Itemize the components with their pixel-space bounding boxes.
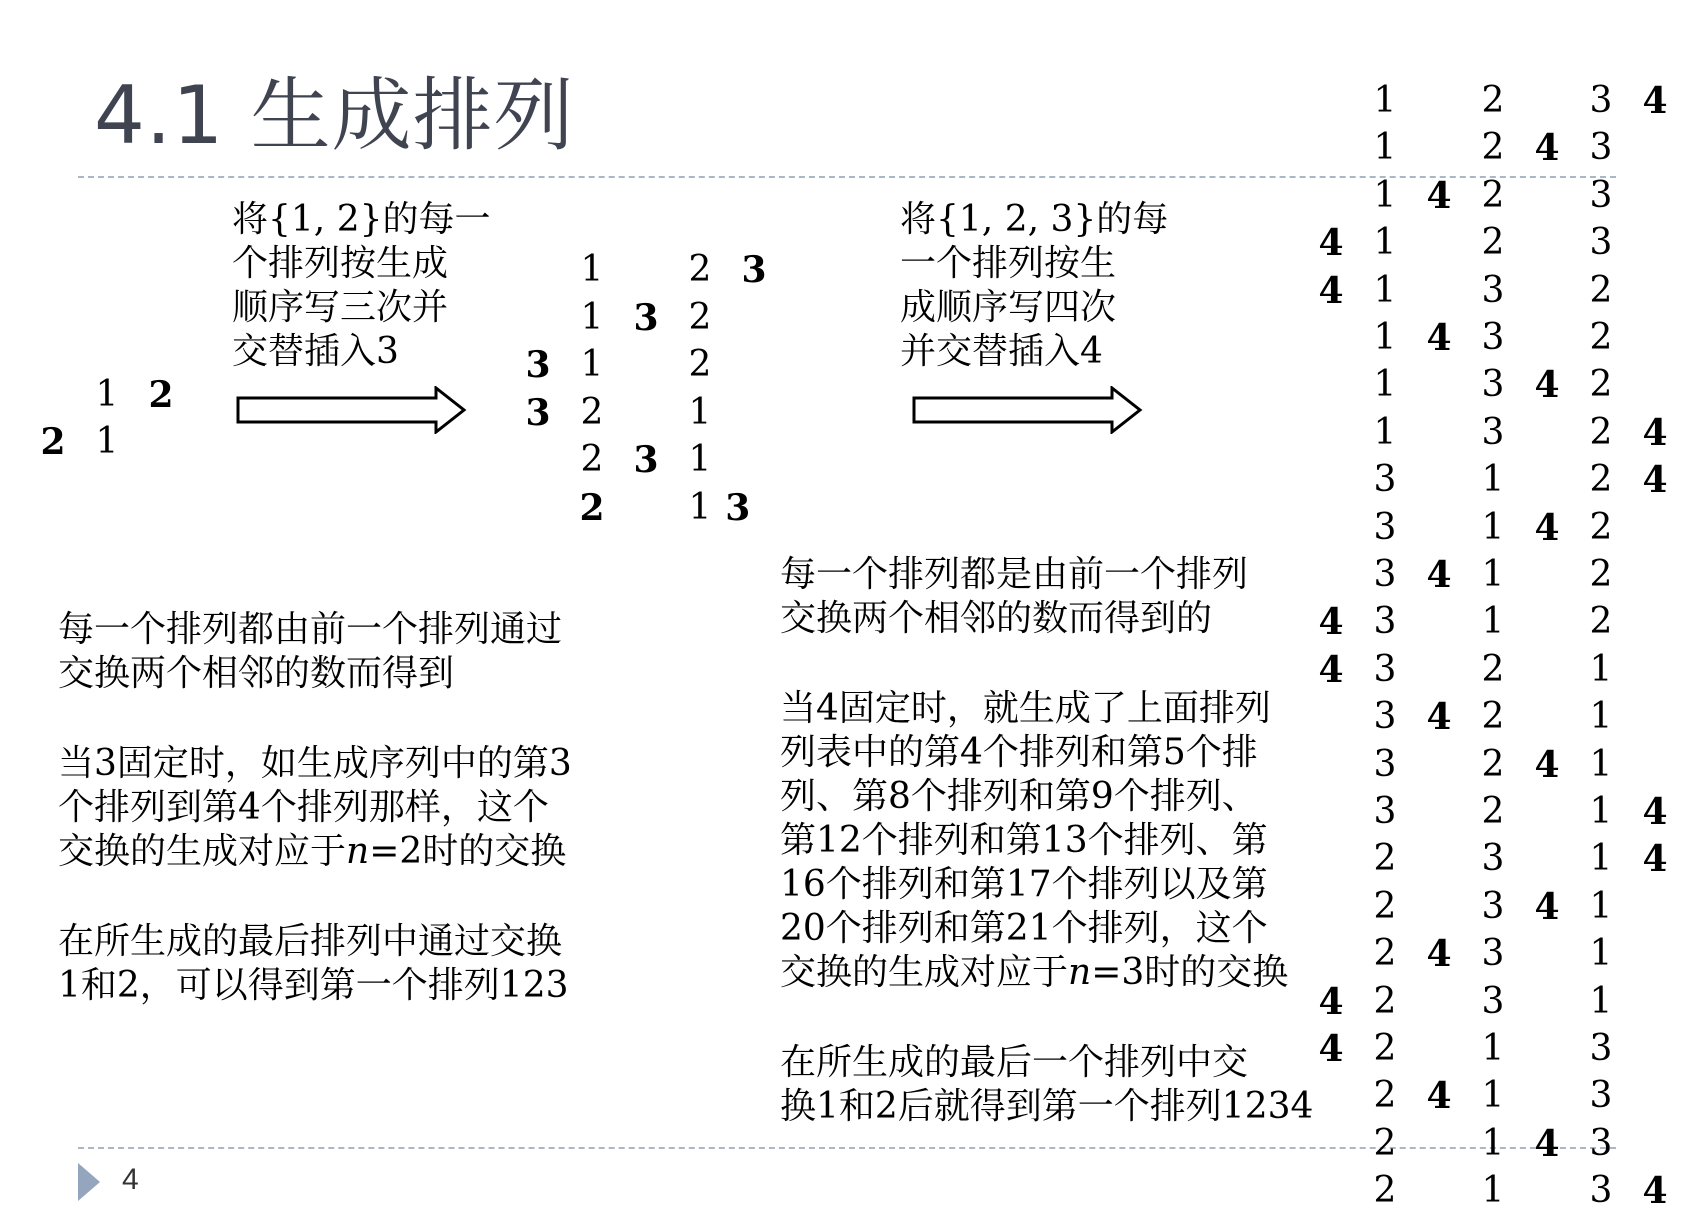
- perm4-cell: 3: [1373, 554, 1397, 595]
- perm4-cell: 2: [1589, 364, 1613, 406]
- perm2-cell: 2: [40, 421, 66, 463]
- perm4-cell: 1: [1481, 1075, 1505, 1117]
- perm3-cell: 1: [688, 391, 712, 433]
- perm4-cell: 2: [1373, 838, 1397, 880]
- perm4-cell: 1: [1373, 174, 1397, 216]
- perm4-cell: 4: [1642, 459, 1668, 502]
- note-line: 个排列到第4个排列那样，这个: [58, 787, 549, 828]
- perm4-cell: 1: [1373, 127, 1397, 169]
- left-notes: [58, 608, 572, 1008]
- perm4-cell: 3: [1481, 980, 1505, 1022]
- perm4-cell: 4: [1318, 222, 1344, 265]
- perm4-cell: 2: [1373, 1122, 1397, 1164]
- perm4-cell: 4: [1318, 980, 1344, 1023]
- note-line: 16个排列和第17个排列以及第: [780, 864, 1268, 905]
- perm3-cell: 2: [579, 486, 605, 529]
- perm4-cell: 2: [1373, 1028, 1397, 1069]
- perm4-cell: 2: [1481, 696, 1505, 738]
- perm4-cell: 3: [1589, 127, 1613, 169]
- perm4-cell: 3: [1589, 174, 1613, 216]
- perm4-cell: 1: [1373, 80, 1397, 121]
- perm4-cell: 1: [1481, 459, 1505, 501]
- perm4-cell: 4: [1426, 317, 1452, 359]
- note-line: 列、第8个排列和第9个排列、: [780, 776, 1258, 817]
- caption-line: 顺序写三次并: [232, 287, 449, 328]
- perm3-cell: 2: [580, 439, 604, 480]
- perm4-cell: 3: [1373, 696, 1397, 738]
- perm3-cell: 1: [688, 486, 712, 528]
- perm4-cell: 1: [1373, 222, 1397, 264]
- perm4-cell: 4: [1318, 1028, 1344, 1070]
- caption-line: 将{1, 2}的每一: [232, 199, 491, 240]
- perm4-cell: 1: [1481, 554, 1505, 595]
- perm4-cell: 2: [1481, 127, 1505, 169]
- perm4-cell: 1: [1373, 269, 1397, 311]
- perm4-cell: 4: [1426, 696, 1452, 739]
- perm4-cell: 4: [1642, 838, 1668, 881]
- perm2-cell: 2: [148, 374, 174, 416]
- perm3-cell: 1: [580, 296, 604, 338]
- perm4-cell: 3: [1481, 411, 1505, 453]
- note-line: 列表中的第4个排列和第5个排: [780, 732, 1258, 773]
- perm4-cell: 2: [1481, 174, 1505, 216]
- perm4-cell: 4: [1426, 1075, 1452, 1118]
- perm4-cell: 1: [1589, 885, 1613, 927]
- perm4-cell: 1: [1589, 980, 1613, 1022]
- perm4-cell: 2: [1481, 743, 1505, 785]
- perm4-cell: 1: [1373, 317, 1397, 358]
- perm4-cell: 4: [1318, 269, 1344, 312]
- perm4-cell: 3: [1373, 648, 1397, 690]
- perm4-cell: 2: [1589, 554, 1613, 595]
- perm4-cell: 3: [1373, 791, 1397, 832]
- caption-line: 个排列按生成: [232, 243, 449, 284]
- perm4-cell: 4: [1642, 80, 1668, 122]
- perm3-cell: 1: [580, 344, 604, 385]
- perm4-cell: 3: [1481, 269, 1505, 311]
- perm3-cell: 3: [525, 391, 551, 434]
- perm4-cell: 1: [1481, 601, 1505, 643]
- perm4-cell: 1: [1481, 1122, 1505, 1164]
- perm4-cell: 4: [1534, 885, 1560, 928]
- perm4-cell: 3: [1481, 364, 1505, 406]
- note-line: 交换两个相邻的数而得到: [58, 653, 455, 694]
- caption-line: 并交替插入4: [900, 331, 1103, 372]
- perm3-cell: 2: [580, 391, 604, 433]
- caption-line: 成顺序写四次: [900, 287, 1117, 328]
- footer-triangle-icon: [78, 1163, 100, 1201]
- perm4-cell: 2: [1589, 459, 1613, 501]
- perm3-cell: 2: [688, 296, 712, 338]
- perm4-cell: 4: [1318, 648, 1344, 691]
- perm4-cell: 3: [1373, 459, 1397, 501]
- perm4-cell: 2: [1373, 885, 1397, 927]
- note-line: 换1和2后就得到第一个排列1234: [780, 1086, 1314, 1127]
- perm4-cell: 2: [1481, 222, 1505, 264]
- note-line: 当3固定时，如生成序列中的第3: [58, 743, 572, 784]
- perm4-cell: 4: [1534, 743, 1560, 786]
- note-line: 第12个排列和第13个排列、第: [780, 820, 1268, 861]
- perm4-cell: 3: [1589, 1122, 1613, 1164]
- perm3-cell: 1: [688, 439, 712, 480]
- perm4-cell: 1: [1481, 1170, 1505, 1212]
- perm2-cell: 1: [95, 421, 119, 462]
- note-line: 1和2，可以得到第一个排列123: [58, 965, 569, 1006]
- perm4-cell: 2: [1373, 933, 1397, 975]
- note-line: 在所生成的最后一个排列中交: [780, 1042, 1249, 1083]
- perm4-cell: 2: [1481, 80, 1505, 121]
- perm4-cell: 4: [1534, 1122, 1560, 1165]
- perm4-cell: 3: [1589, 80, 1613, 121]
- perm4-cell: 2: [1589, 506, 1613, 548]
- right-notes: [780, 553, 1313, 1129]
- page-number: 4: [122, 1163, 139, 1196]
- perm4-cell: 4: [1426, 933, 1452, 976]
- perm3-cell: 2: [688, 344, 712, 385]
- right-arrow-icon: [912, 386, 1144, 434]
- note-line: 每一个排列都是由前一个排列: [780, 554, 1249, 595]
- perm3-cell: 3: [525, 344, 551, 386]
- perm4-cell: 1: [1589, 838, 1613, 880]
- perm4-cell: 1: [1373, 364, 1397, 406]
- right-arrow-icon: [236, 386, 468, 434]
- perm3-cell: 3: [741, 249, 767, 291]
- note-line: 20个排列和第21个排列，这个: [780, 908, 1268, 949]
- perm4-cell: 2: [1589, 411, 1613, 453]
- perm4-cell: 1: [1589, 743, 1613, 785]
- perm4-cell: 3: [1589, 1170, 1613, 1212]
- caption-line: 一个排列按生: [900, 243, 1117, 284]
- perm3-cell: 3: [633, 296, 659, 339]
- perm3-cell: 2: [688, 249, 712, 290]
- perm4-cell: 3: [1589, 222, 1613, 264]
- perm4-cell: 1: [1589, 696, 1613, 738]
- perm4-cell: 4: [1426, 554, 1452, 596]
- perm4-cell: 4: [1534, 364, 1560, 407]
- perm2-cell: 1: [95, 374, 119, 415]
- perm4-cell: 2: [1373, 980, 1397, 1022]
- perm4-cell: 3: [1481, 933, 1505, 975]
- perm4-cell: 2: [1589, 317, 1613, 358]
- note-line: 交换的生成对应于n=2时的交换: [58, 831, 567, 872]
- perm3-cell: 1: [580, 249, 604, 290]
- perm4-cell: 3: [1373, 601, 1397, 643]
- perm4-cell: 3: [1481, 317, 1505, 358]
- perm4-cell: 2: [1589, 601, 1613, 643]
- perm4-cell: 2: [1373, 1075, 1397, 1117]
- note-line: 每一个排列都由前一个排列通过: [58, 609, 563, 650]
- step1-caption: [232, 198, 491, 374]
- perm4-cell: 2: [1481, 791, 1505, 832]
- perm4-cell: 4: [1426, 174, 1452, 217]
- perm4-cell: 2: [1481, 648, 1505, 690]
- perm4-cell: 4: [1642, 791, 1668, 833]
- perm4-cell: 3: [1589, 1075, 1613, 1117]
- caption-line: 将{1, 2, 3}的每: [900, 199, 1169, 240]
- step2-caption: [900, 198, 1168, 374]
- caption-line: 交替插入3: [232, 331, 399, 372]
- perm4-cell: 4: [1318, 601, 1344, 644]
- perm4-cell: 3: [1589, 1028, 1613, 1069]
- note-line: 交换的生成对应于n=3时的交换: [780, 952, 1289, 993]
- perm4-cell: 1: [1589, 791, 1613, 832]
- perm4-cell: 4: [1642, 1170, 1668, 1213]
- perm4-cell: 2: [1589, 269, 1613, 311]
- perm4-cell: 1: [1481, 1028, 1505, 1069]
- perm4-cell: 3: [1481, 838, 1505, 880]
- perm4-cell: 1: [1589, 933, 1613, 975]
- perm4-cell: 2: [1373, 1170, 1397, 1212]
- perm4-cell: 3: [1481, 885, 1505, 927]
- note-line: 当4固定时，就生成了上面排列: [780, 688, 1271, 729]
- perm4-cell: 1: [1481, 506, 1505, 548]
- perm4-cell: 3: [1373, 743, 1397, 785]
- perm4-cell: 4: [1534, 127, 1560, 170]
- note-line: 在所生成的最后排列中通过交换: [58, 921, 563, 962]
- perm4-cell: 4: [1534, 506, 1560, 549]
- perm3-cell: 3: [633, 439, 659, 481]
- perm4-cell: 1: [1589, 648, 1613, 690]
- perm3-cell: 3: [725, 486, 751, 529]
- perm4-cell: 3: [1373, 506, 1397, 548]
- perm4-cell: 1: [1373, 411, 1397, 453]
- perm4-cell: 4: [1642, 411, 1668, 454]
- page-title: 4.1 生成排列: [94, 69, 575, 162]
- note-line: 交换两个相邻的数而得到的: [780, 598, 1213, 639]
